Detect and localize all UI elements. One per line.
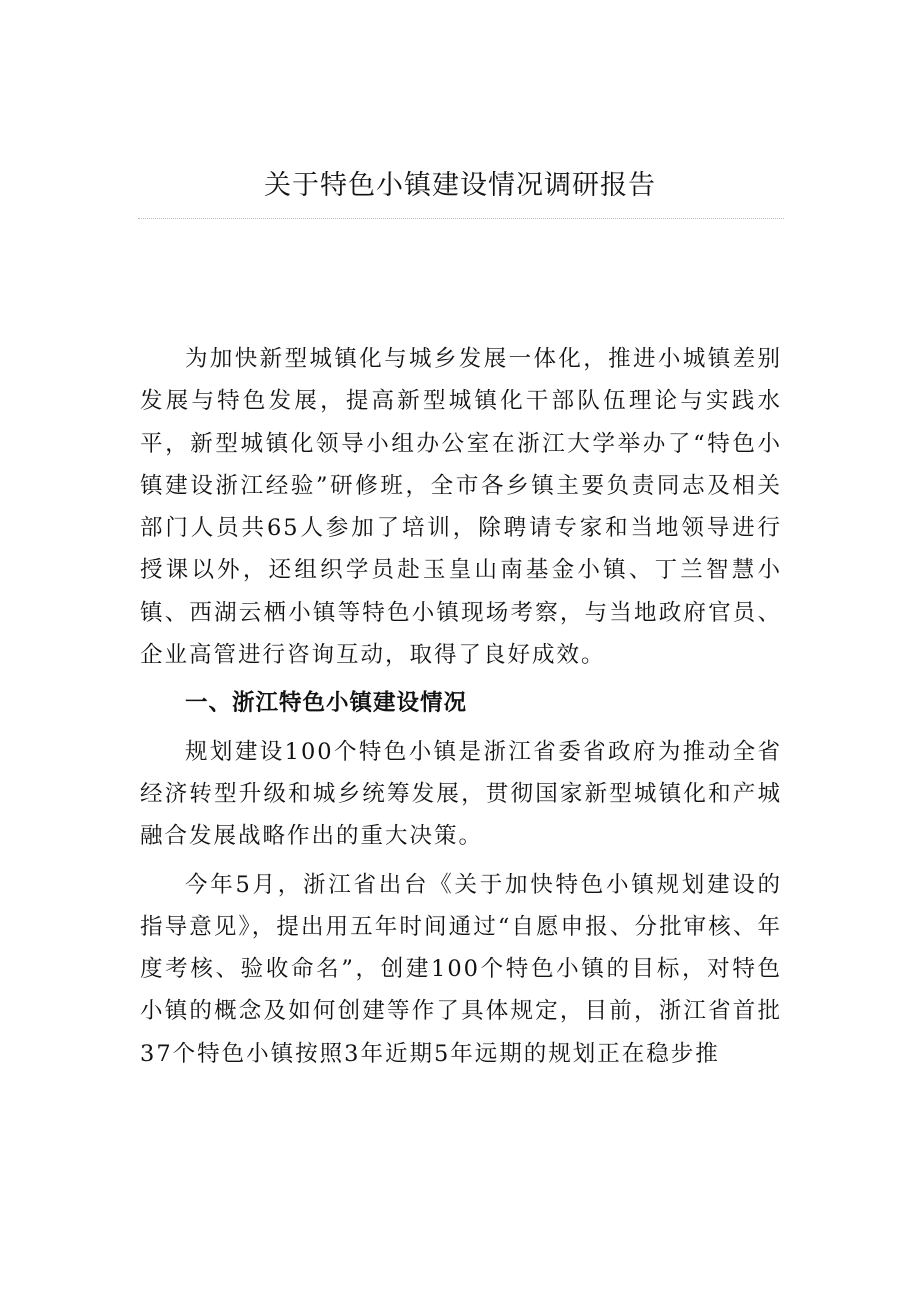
section-heading: 一、浙江特色小镇建设情况 [185,690,468,717]
section-paragraph: 规划建设100个特色小镇是浙江省委省政府为推动全省经济转型升级和城乡统筹发展，贯彻国家新型城镇化和产城融合发展战略作出的重大决策。 [140,738,782,850]
title-divider [138,218,784,219]
document-title: 关于特色小镇建设情况调研报告 [264,170,656,201]
document-body [140,338,782,1075]
intro-paragraph: 为加快新型城镇化与城乡发展一体化，推进小城镇差别发展与特色发展，提高新型城镇化干部队伍理论与实践水平，新型城镇化领导小组办公室在浙江大学举办了“特色小镇建设浙江经验”研修班，全市各乡镇主要负责同志及相关部门人员共65人参加了培训，除聘请专家和当地领导进行授课以外，还组织学员赴玉皇山南基金小镇、丁兰智慧小镇、西湖云栖小镇等特色小镇现场考察，与当地政府官员、企业高管进行咨询互动，取得了良好成效。 [140,346,782,669]
section-paragraph: 今年5月，浙江省出台《关于加快特色小镇规划建设的指导意见》，提出用五年时间通过“自愿申报、分批审核、年度考核、验收命名”，创建100个特色小镇的目标，对特色小镇的概念及如何创建等作了具体规定，目前，浙江省首批37个特色小镇按照3年近期5年远期的规划正在稳步推 [140,871,782,1067]
